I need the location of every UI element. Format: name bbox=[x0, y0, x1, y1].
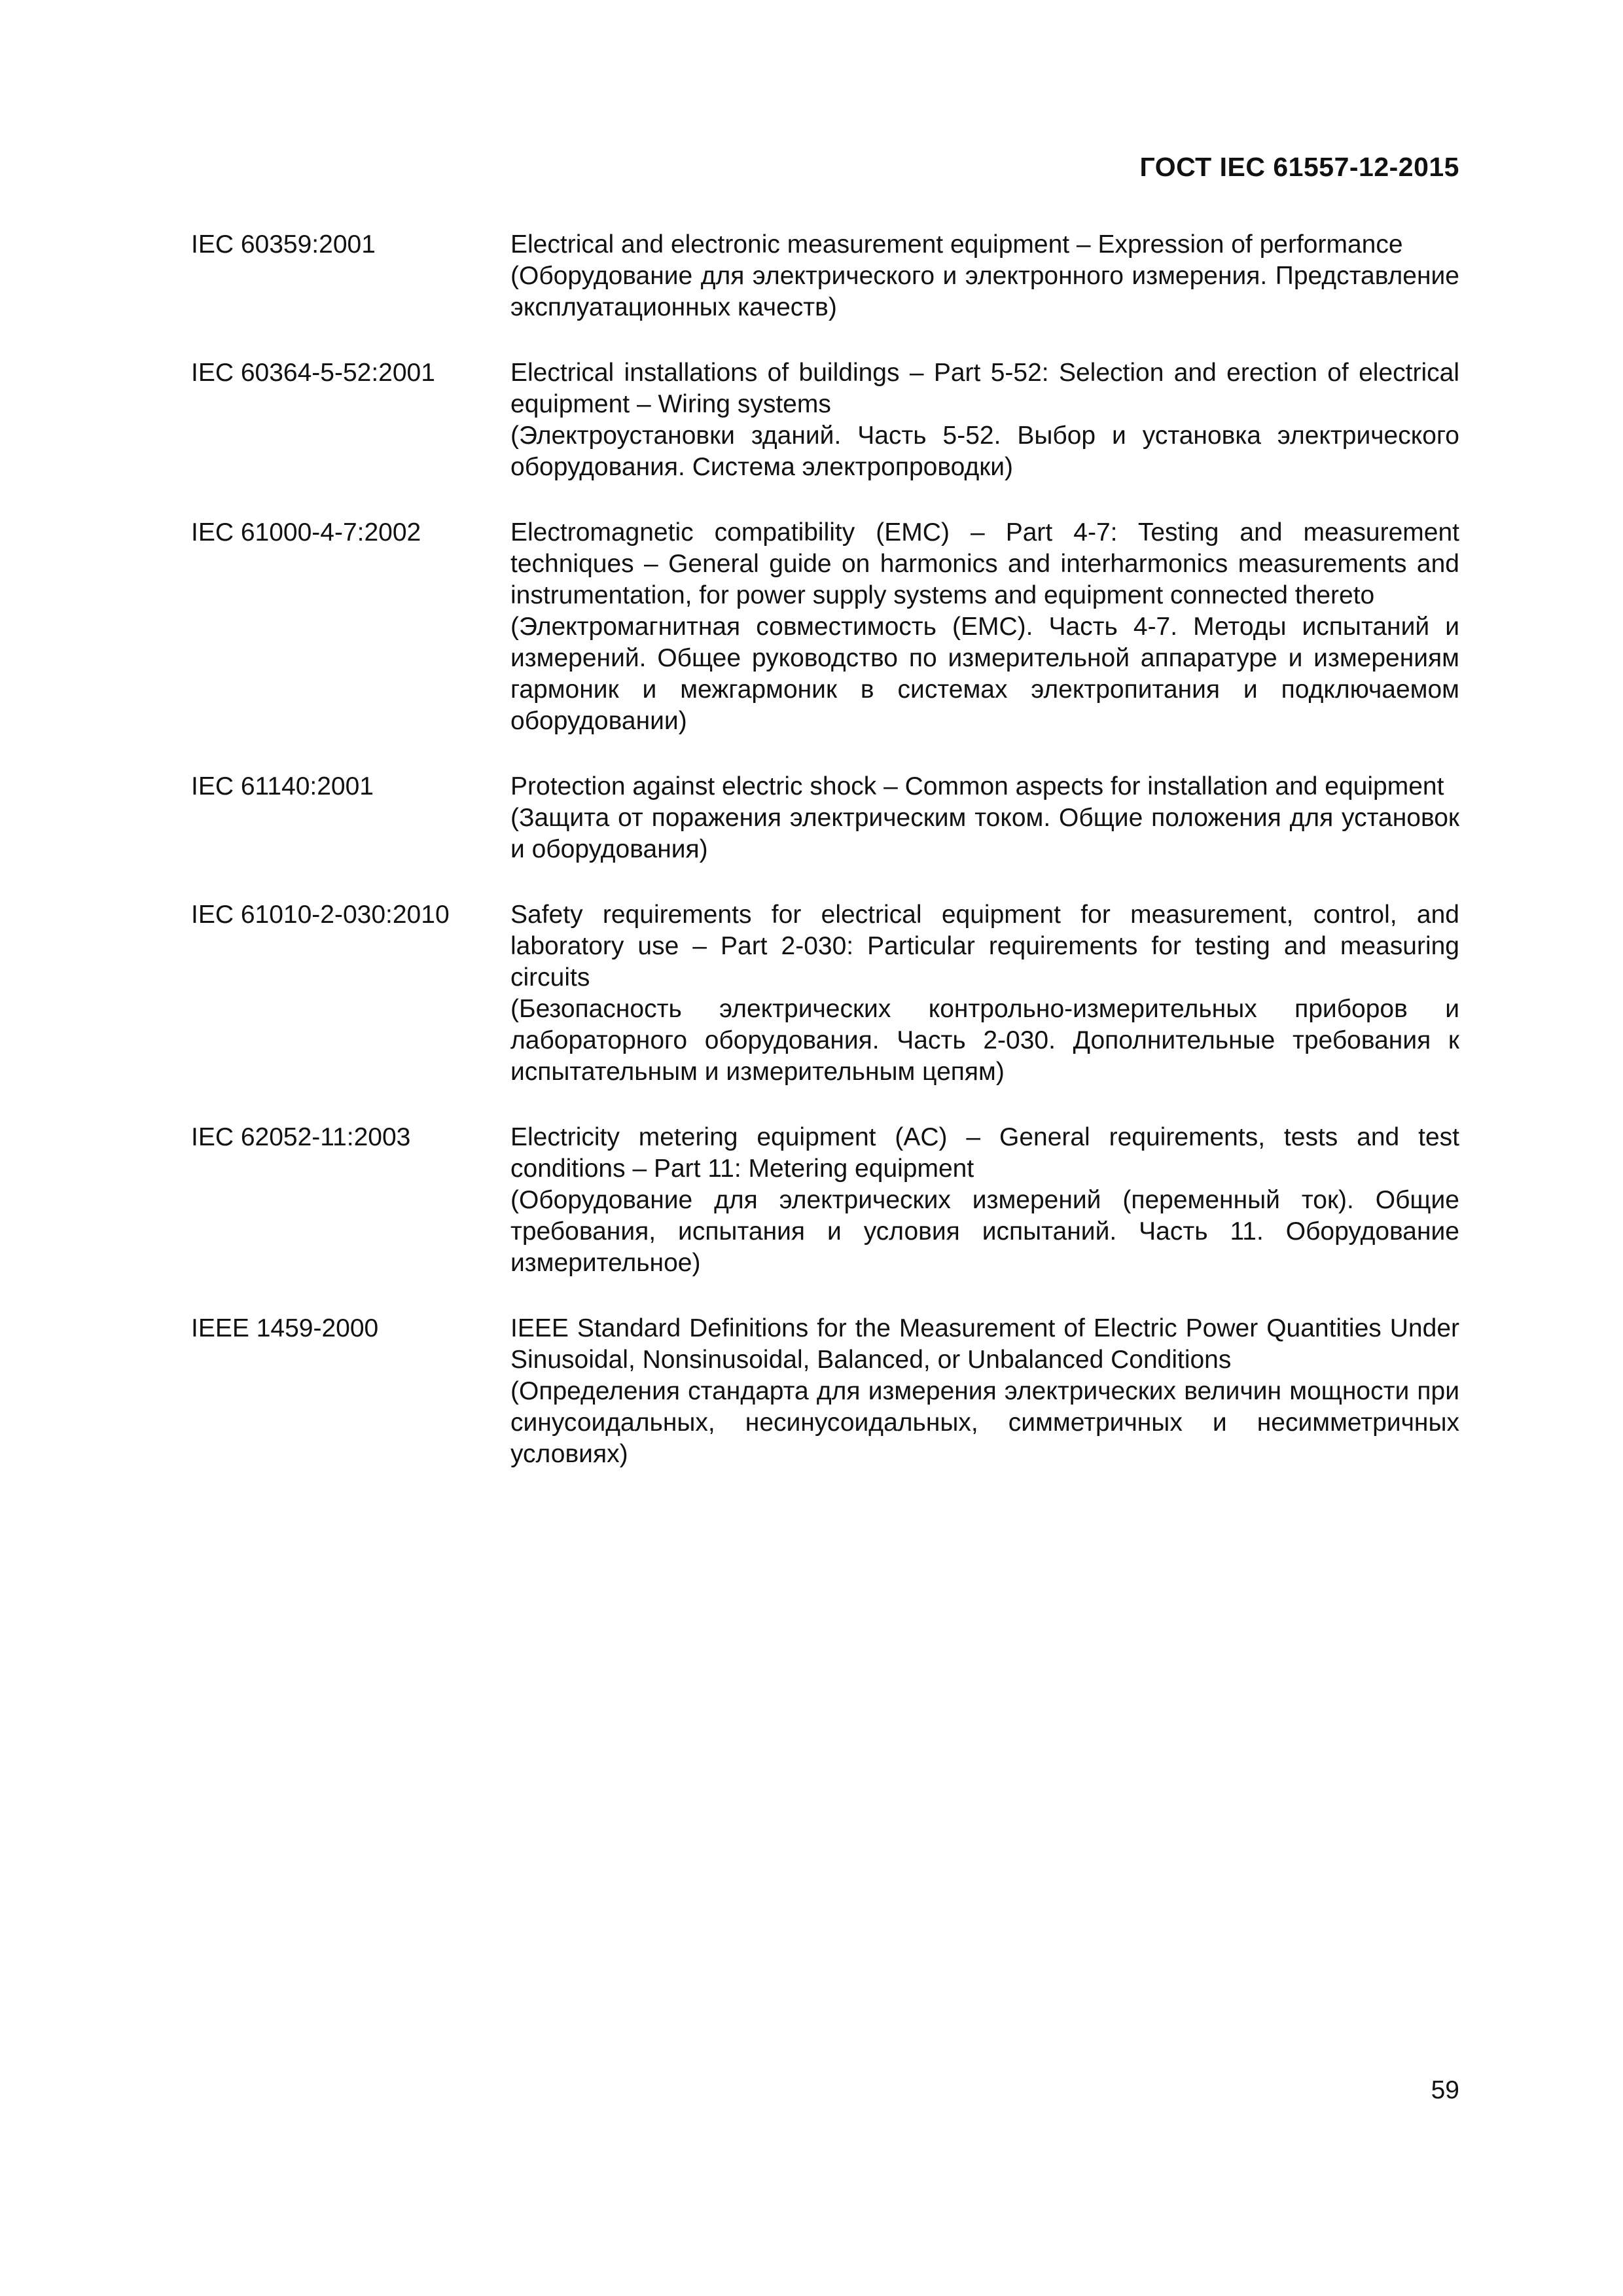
reference-entry bbox=[191, 771, 1459, 865]
reference-code: IEC 61010-2-030:2010 bbox=[191, 901, 450, 929]
reference-title-ru: (Оборудование для электрического и электронного измерения. Представление эксплуатационных качеств) bbox=[510, 262, 1459, 321]
reference-entry bbox=[191, 1313, 1459, 1470]
page-number: 59 bbox=[1431, 2076, 1459, 2104]
reference-description bbox=[510, 1122, 1459, 1279]
reference-description bbox=[510, 899, 1459, 1088]
reference-title-ru: (Электроустановки зданий. Часть 5-52. Выбор и установка электрического оборудования. Система электропроводки) bbox=[510, 422, 1459, 481]
reference-description bbox=[510, 229, 1459, 323]
reference-entry bbox=[191, 517, 1459, 737]
reference-title-en: Electromagnetic compatibility (EMC) – Part 4-7: Testing and measurement techniques – General guide on harmonics and interharmonics measurements and instrumentation, for power supply systems and equipment connected thereto bbox=[510, 518, 1459, 609]
reference-title-en: Safety requirements for electrical equipment for measurement, control, and laboratory use – Part 2-030: Particular requirements for testing and measuring circuits bbox=[510, 901, 1459, 992]
reference-title-ru: (Оборудование для электрических измерений (переменный ток). Общие требования, испытания и условия испытаний. Часть 11. Оборудование измерительное) bbox=[510, 1186, 1459, 1277]
reference-code: IEEE 1459-2000 bbox=[191, 1314, 379, 1342]
reference-entry bbox=[191, 229, 1459, 323]
reference-list bbox=[191, 229, 1459, 1504]
reference-description bbox=[510, 357, 1459, 483]
reference-entry bbox=[191, 1122, 1459, 1279]
reference-description bbox=[510, 771, 1459, 865]
reference-title-en: Electrical installations of buildings – Part 5-52: Selection and erection of electrical equipment – Wiring systems bbox=[510, 359, 1459, 418]
reference-title-ru: (Защита от поражения электрическим током. Общие положения для установок и оборудования) bbox=[510, 804, 1459, 863]
document-header: ГОСТ IEC 61557-12-2015 bbox=[1139, 152, 1459, 182]
reference-code: IEC 61000-4-7:2002 bbox=[191, 518, 421, 547]
reference-title-en: Electrical and electronic measurement equipment – Expression of performance bbox=[510, 230, 1403, 259]
reference-title-ru: (Электромагнитная совместимость (ЕМС). Часть 4-7. Методы испытаний и измерений. Общее руководство по измерительной аппаратуре и измерениям гармоник и межгармоник в системах электропитания и подключаемом оборудовании) bbox=[510, 613, 1459, 735]
reference-code: IEC 61140:2001 bbox=[191, 772, 374, 800]
reference-entry bbox=[191, 357, 1459, 483]
reference-description bbox=[510, 517, 1459, 737]
reference-title-ru: (Безопасность электрических контрольно-измерительных приборов и лабораторного оборудования. Часть 2-030. Дополнительные требования к испытательным и измерительным цепям) bbox=[510, 995, 1459, 1086]
reference-title-ru: (Определения стандарта для измерения электрических величин мощности при синусоидальных, несинусоидальных, симметричных и несимметричных условиях) bbox=[510, 1377, 1459, 1468]
reference-entry bbox=[191, 899, 1459, 1088]
reference-title-en: Protection against electric shock – Common aspects for installation and equipment bbox=[510, 772, 1444, 800]
reference-code: IEC 60359:2001 bbox=[191, 230, 376, 259]
reference-title-en: IEEE Standard Definitions for the Measurement of Electric Power Quantities Under Sinusoidal, Nonsinusoidal, Balanced, or Unbalanced Conditions bbox=[510, 1314, 1459, 1374]
reference-code: IEC 62052-11:2003 bbox=[191, 1123, 411, 1151]
reference-code: IEC 60364-5-52:2001 bbox=[191, 359, 435, 387]
reference-title-en: Electricity metering equipment (AC) – General requirements, tests and test conditions – Part 11: Metering equipment bbox=[510, 1123, 1459, 1183]
reference-description bbox=[510, 1313, 1459, 1470]
